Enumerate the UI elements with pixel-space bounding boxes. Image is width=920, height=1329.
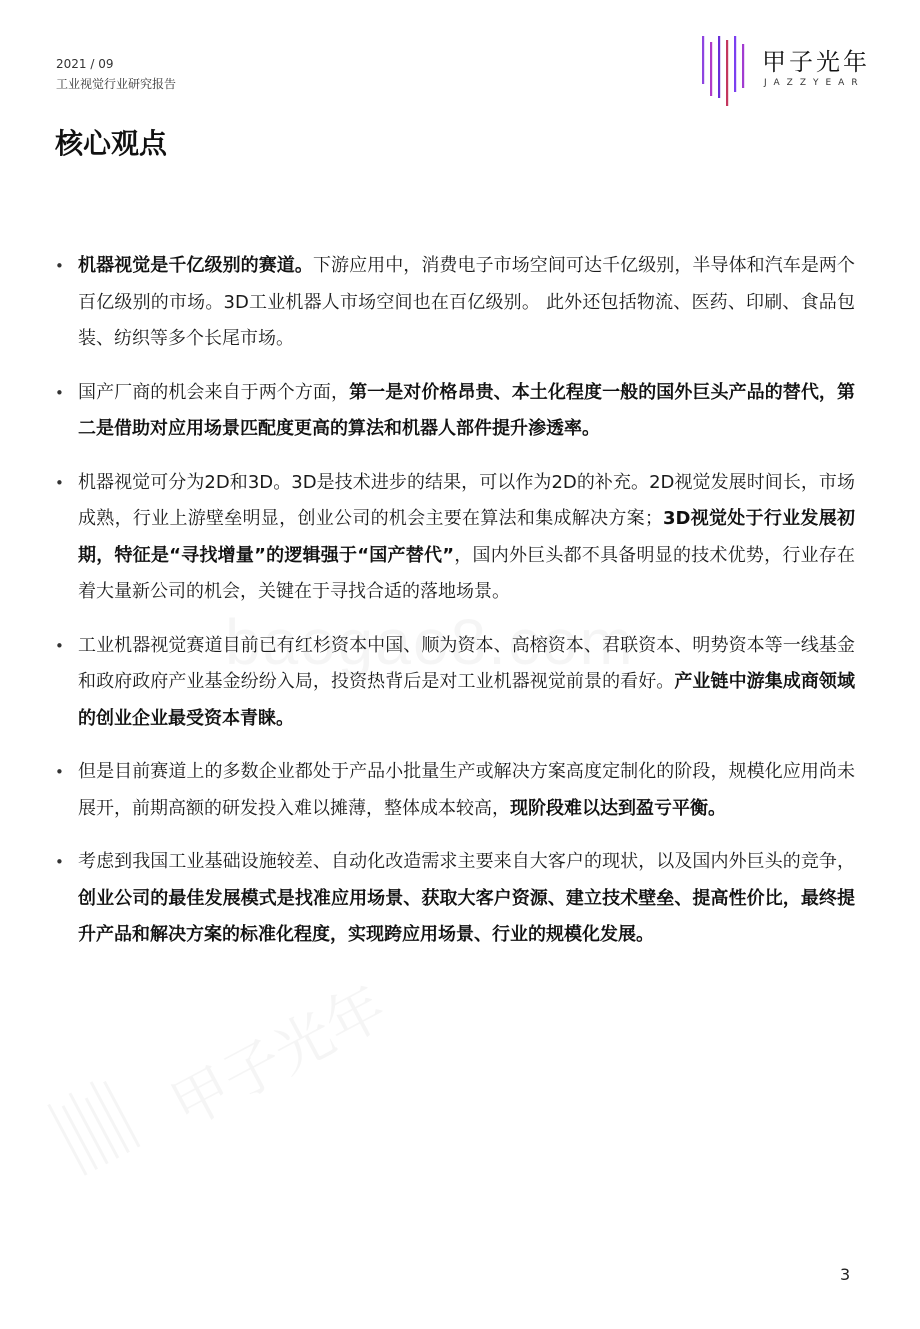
item-text: 考虑到我国工业基础设施较差、自动化改造需求主要来自大客户的现状，以及国内外巨头的竞争， bbox=[78, 851, 855, 872]
list-item bbox=[55, 628, 855, 738]
bold-mid: 3D视觉处于行业发展初期，特征是“寻找增量”的逻辑强于“国产替代” bbox=[78, 508, 855, 566]
logo-bar bbox=[742, 44, 744, 88]
watermark-brand bbox=[154, 960, 398, 1143]
bold-tail: 第一是对价格昂贵、本土化程度一般的国外巨头产品的替代，第二是借助对应用场景匹配度更高的算法和机器人部件提升渗透率。 bbox=[78, 381, 856, 439]
bullet-icon: • bbox=[55, 383, 64, 402]
watermark-logo-icon bbox=[46, 1064, 165, 1180]
logo-name-cn: 甲子光年 bbox=[762, 48, 870, 76]
item-text: 工业机器视觉赛道目前已有红杉资本中国、顺为资本、高榕资本、君联资本、明势资本等一线基金和政府政府产业基金纷纷入局，投资热背后是对工业机器视觉前景的看好。 bbox=[78, 634, 855, 692]
bold-tail: 创业公司的最佳发展模式是找准应用场景、获取大客户资源、建立技术壁垒、提高性价比，最终提升产品和解决方案的标准化程度，实现跨应用场景、行业的规模化发展。 bbox=[78, 887, 855, 945]
bold-tail: 现阶段难以达到盈亏平衡。 bbox=[510, 797, 726, 819]
bold-lead: 机器视觉是千亿级别的赛道。 bbox=[78, 255, 313, 276]
key-points-list bbox=[55, 248, 855, 971]
logo-bar bbox=[718, 36, 720, 98]
list-item bbox=[55, 844, 855, 954]
bold-tail: 产业链中游集成商领域的创业企业最受资本青睐。 bbox=[78, 671, 856, 729]
logo-name-en: JAZZYEAR bbox=[764, 78, 865, 88]
bullet-icon: • bbox=[55, 853, 64, 871]
page-number: 3 bbox=[840, 1265, 851, 1284]
page-title: 核心观点 bbox=[55, 127, 168, 160]
list-item bbox=[55, 465, 855, 611]
list-item bbox=[55, 375, 855, 448]
logo-bar bbox=[710, 42, 712, 96]
item-text: 下游应用中，消费电子市场空间可达千亿级别，半导体和汽车是两个百亿级别的市场。3D工业机器人市场空间也在百亿级别。 此外还包括物流、医药、印刷、食品包装、纺织等多个长尾市场。 bbox=[78, 255, 856, 349]
list-item bbox=[55, 754, 855, 827]
item-text-after: ，国内外巨头都不具备明显的技术优势，行业存在着大量新公司的机会，关键在于寻找合适的落地场景。 bbox=[78, 544, 855, 602]
logo-bar bbox=[726, 40, 728, 106]
report-title: 工业视觉行业研究报告 bbox=[56, 77, 177, 91]
bullet-icon: • bbox=[55, 636, 64, 655]
brand-logo bbox=[700, 36, 870, 108]
header-meta bbox=[56, 54, 176, 94]
bullet-icon: • bbox=[55, 257, 64, 275]
logo-bar bbox=[702, 36, 704, 84]
list-item bbox=[55, 248, 855, 358]
report-date: 2021 / 09 bbox=[56, 57, 114, 71]
item-text: 国产厂商的机会来自于两个方面， bbox=[78, 381, 350, 403]
logo-bars-icon bbox=[700, 36, 756, 108]
logo-bar bbox=[734, 36, 736, 92]
item-text: 但是目前赛道上的多数企业都处于产品小批量生产或解决方案高度定制化的阶段，规模化应用尚未展开，前期高额的研发投入难以摊薄，整体成本较高， bbox=[78, 761, 855, 819]
item-text: 机器视觉可分为2D和3D。3D是技术进步的结果，可以作为2D的补充。2D视觉发展时间长，市场成熟，行业上游壁垒明显，创业公司的机会主要在算法和集成解决方案； bbox=[78, 471, 855, 529]
bullet-icon: • bbox=[55, 763, 64, 781]
bullet-icon: • bbox=[55, 473, 64, 492]
